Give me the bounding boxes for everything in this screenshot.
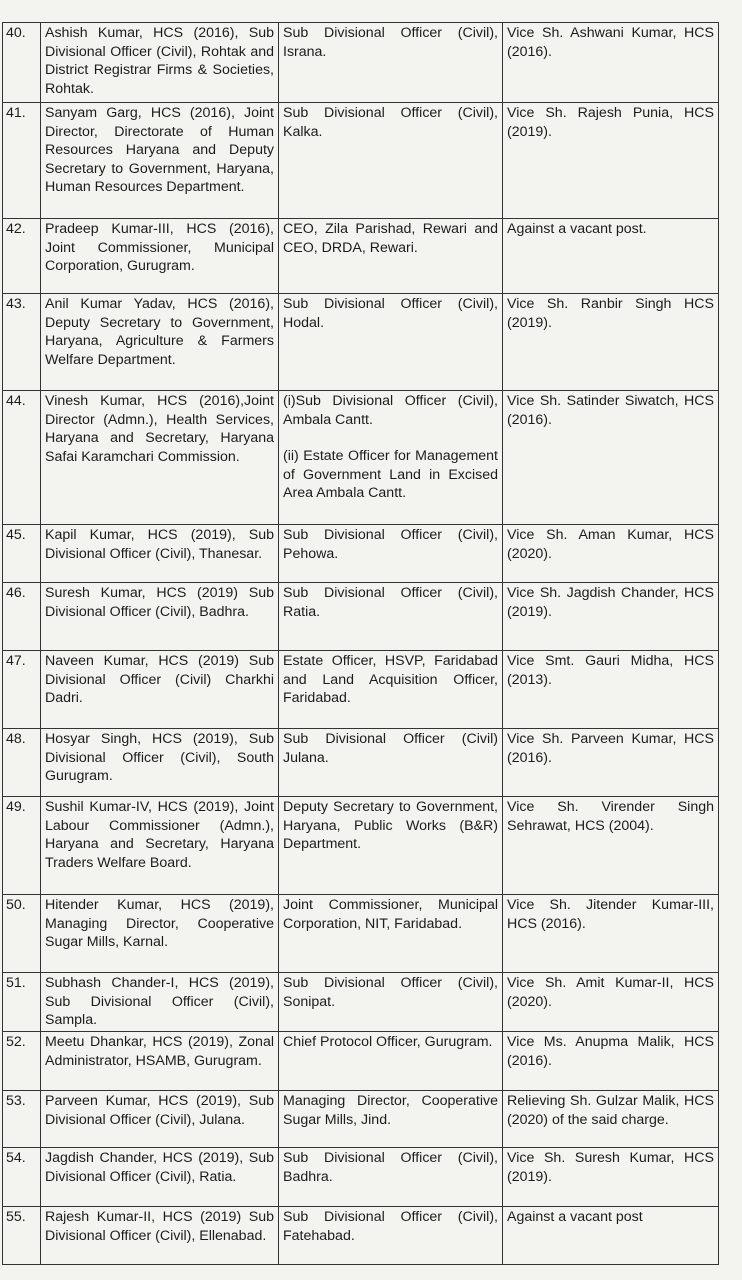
serial-number: 51. [3,973,41,1032]
remarks: Against a vacant post [503,1207,719,1265]
officer-details: Sushil Kumar-IV, HCS (2019), Joint Labour Commissioner (Admn.), Haryana and Secretary, Haryana Traders Welfare Board. [41,797,279,895]
remarks: Vice Sh. Virender Singh Sehrawat, HCS (2004). [503,797,719,895]
remarks: Against a vacant post. [503,219,719,294]
officer-details: Rajesh Kumar-II, HCS (2019) Sub Divisional Officer (Civil), Ellenabad. [41,1207,279,1265]
new-posting: Sub Divisional Officer (Civil), Israna. [279,23,503,103]
new-posting: Sub Divisional Officer (Civil) Julana. [279,729,503,797]
table-row [3,1032,719,1091]
remarks: Vice Smt. Gauri Midha, HCS (2013). [503,651,719,729]
remarks: Vice Ms. Anupma Malik, HCS (2016). [503,1032,719,1091]
table-row [3,1207,719,1265]
officer-details: Hitender Kumar, HCS (2019), Managing Director, Cooperative Sugar Mills, Karnal. [41,895,279,973]
table-body [3,23,719,1265]
remarks: Vice Sh. Jitender Kumar-III, HCS (2016). [503,895,719,973]
table-row [3,651,719,729]
officer-details: Naveen Kumar, HCS (2019) Sub Divisional Officer (Civil) Charkhi Dadri. [41,651,279,729]
remarks: Vice Sh. Parveen Kumar, HCS (2016). [503,729,719,797]
table-row [3,973,719,1032]
officer-details: Ashish Kumar, HCS (2016), Sub Divisional Officer (Civil), Rohtak and District Registrar Firms & Societies, Rohtak. [41,23,279,103]
remarks: Vice Sh. Rajesh Punia, HCS (2019). [503,103,719,219]
table-row [3,525,719,583]
serial-number: 55. [3,1207,41,1265]
remarks: Vice Sh. Aman Kumar, HCS (2020). [503,525,719,583]
serial-number: 50. [3,895,41,973]
serial-number: 43. [3,294,41,391]
officer-details: Anil Kumar Yadav, HCS (2016), Deputy Secretary to Government, Haryana, Agriculture & Farmers Welfare Department. [41,294,279,391]
table-row [3,23,719,103]
remarks: Vice Sh. Satinder Siwatch, HCS (2016). [503,391,719,525]
serial-number: 49. [3,797,41,895]
officer-details: Hosyar Singh, HCS (2019), Sub Divisional Officer (Civil), South Gurugram. [41,729,279,797]
officer-details: Subhash Chander-I, HCS (2019), Sub Divisional Officer (Civil), Sampla. [41,973,279,1032]
table-row [3,219,719,294]
new-posting [279,391,503,525]
serial-number: 45. [3,525,41,583]
new-posting: CEO, Zila Parishad, Rewari and CEO, DRDA, Rewari. [279,219,503,294]
serial-number: 40. [3,23,41,103]
remarks: Vice Sh. Jagdish Chander, HCS (2019). [503,583,719,651]
serial-number: 48. [3,729,41,797]
officer-details: Kapil Kumar, HCS (2019), Sub Divisional Officer (Civil), Thanesar. [41,525,279,583]
table-row [3,294,719,391]
new-posting: Sub Divisional Officer (Civil), Badhra. [279,1148,503,1207]
new-posting: Chief Protocol Officer, Gurugram. [279,1032,503,1091]
new-posting: Deputy Secretary to Government, Haryana, Public Works (B&R) Department. [279,797,503,895]
officer-details: Jagdish Chander, HCS (2019), Sub Divisional Officer (Civil), Ratia. [41,1148,279,1207]
new-posting: Sub Divisional Officer (Civil), Kalka. [279,103,503,219]
serial-number: 46. [3,583,41,651]
new-posting: Sub Divisional Officer (Civil), Pehowa. [279,525,503,583]
officer-details: Sanyam Garg, HCS (2016), Joint Director, Directorate of Human Resources Haryana and Deputy Secretary to Government, Haryana, Human Resources Department. [41,103,279,219]
table-row [3,1148,719,1207]
serial-number: 47. [3,651,41,729]
table-row [3,103,719,219]
new-posting: Sub Divisional Officer (Civil), Hodal. [279,294,503,391]
new-posting: Sub Divisional Officer (Civil), Fatehabad. [279,1207,503,1265]
new-posting: Joint Commissioner, Municipal Corporation, NIT, Faridabad. [279,895,503,973]
officer-details: Parveen Kumar, HCS (2019), Sub Divisional Officer (Civil), Julana. [41,1091,279,1148]
serial-number: 53. [3,1091,41,1148]
serial-number: 44. [3,391,41,525]
table-row [3,391,719,525]
table-row [3,583,719,651]
new-posting: Managing Director, Cooperative Sugar Mills, Jind. [279,1091,503,1148]
remarks: Vice Sh. Suresh Kumar, HCS (2019). [503,1148,719,1207]
remarks: Vice Sh. Amit Kumar-II, HCS (2020). [503,973,719,1032]
serial-number: 41. [3,103,41,219]
officer-details: Suresh Kumar, HCS (2019) Sub Divisional Officer (Civil), Badhra. [41,583,279,651]
new-posting: Estate Officer, HSVP, Faridabad and Land Acquisition Officer, Faridabad. [279,651,503,729]
new-posting: Sub Divisional Officer (Civil), Sonipat. [279,973,503,1032]
transfer-orders-table [2,22,719,1265]
remarks: Vice Sh. Ranbir Singh HCS (2019). [503,294,719,391]
serial-number: 54. [3,1148,41,1207]
remarks: Vice Sh. Ashwani Kumar, HCS (2016). [503,23,719,103]
table-row [3,729,719,797]
posting-part-one: (i)Sub Divisional Officer (Civil), Ambala Cantt. [283,393,498,428]
remarks: Relieving Sh. Gulzar Malik, HCS (2020) of the said charge. [503,1091,719,1148]
posting-part-two: (ii) Estate Officer for Management of Government Land in Excised Area Ambala Cantt. [283,448,498,501]
officer-details: Meetu Dhankar, HCS (2019), Zonal Administrator, HSAMB, Gurugram. [41,1032,279,1091]
serial-number: 42. [3,219,41,294]
officer-details: Vinesh Kumar, HCS (2016),Joint Director (Admn.), Health Services, Haryana and Secretary, Haryana Safai Karamchari Commission. [41,391,279,525]
table-row [3,895,719,973]
table-row [3,1091,719,1148]
table-row [3,797,719,895]
new-posting: Sub Divisional Officer (Civil), Ratia. [279,583,503,651]
officer-details: Pradeep Kumar-III, HCS (2016), Joint Commissioner, Municipal Corporation, Gurugram. [41,219,279,294]
serial-number: 52. [3,1032,41,1091]
